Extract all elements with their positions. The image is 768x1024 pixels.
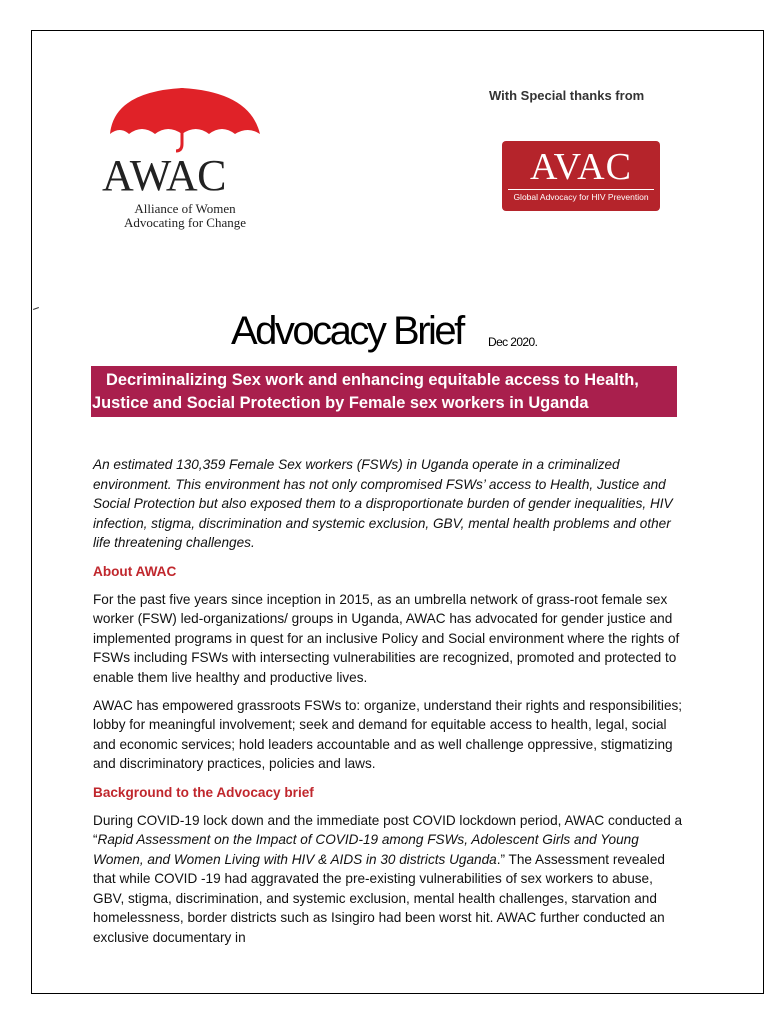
awac-logo-subtitle: Alliance of Women Advocating for Change — [123, 201, 247, 230]
awac-logo-name: AWAC — [102, 151, 227, 200]
document-body — [93, 455, 683, 956]
about-paragraph-1: For the past five years since inception in 2015, as an umbrella network of grass-root female sex worker (FSW) led-organizations/ groups in Uganda, AWAC has advocated for gender justice and implemented programs in quest for an inclusive Policy and Social environment where the rights of FSWs including FSWs with intersecting vulnerabilities are recognized, promoted and protected to enable them live healthy and productive lives. — [93, 591, 680, 685]
avac-logo — [502, 141, 660, 211]
intro-paragraph: An estimated 130,359 Female Sex workers (FSWs) in Uganda operate in a criminalized environment. This environment has not only compromised FSWs’ access to Health, Justice and Social Protection but also exposed them to a disproportionate burden of gender inequalities, HIV infection, stigma, discrimination and systemic exclusion, GBV, mental health problems and other life threatening challenges. — [93, 457, 673, 551]
banner-line-2: Justice and Social Protection by Female sex workers in Uganda — [92, 394, 589, 412]
awac-logo — [92, 84, 272, 234]
about-paragraph-2: AWAC has empowered grassroots FSWs to: organize, understand their rights and responsibilities; lobby for meaningful involvement; seek and demand for equitable access to health, legal, social and economic services; hold leaders accountable and as well challenge oppressive, stigmatizing and discriminatory practices, policies and laws. — [93, 697, 683, 772]
avac-logo-tagline: Global Advocacy for HIV Prevention — [513, 192, 649, 202]
title-banner — [91, 366, 677, 417]
avac-logo-name: AVAC — [530, 146, 632, 188]
banner-line-1: Decriminalizing Sex work and enhancing equitable access to Health, — [106, 371, 639, 389]
thanks-text: With Special thanks from — [489, 88, 645, 103]
assessment-title: Rapid Assessment on the Impact of COVID-19 among FSWs, Adolescent Girls and Young Women, and Women Living with HIV & AIDS in 30 districts Uganda — [93, 832, 639, 867]
umbrella-icon — [92, 84, 272, 154]
page-title: Advocacy Brief — [231, 309, 463, 353]
title-date: Dec 2020. — [488, 335, 538, 349]
about-heading: About AWAC — [93, 563, 177, 579]
background-paragraph: During COVID-19 lock down and the immediate post COVID lockdown period, AWAC conducted a “Rapid Assessment on the Impact of COVID-19 among FSWs, Adolescent Girls and Young Women, and Women Living with HIV & AIDS in 30 districts Uganda.” The Assessment revealed that while COVID -19 had aggravated the pre-existing vulnerabilities of sex workers to abuse, GBV, stigma, discrimination, and systemic exclusion, mental health challenges, starvation and homelessness, border districts such as Isingiro had been worst hit. AWAC further conducted an exclusive documentary in — [93, 812, 683, 946]
background-heading: Background to the Advocacy brief — [93, 784, 314, 800]
